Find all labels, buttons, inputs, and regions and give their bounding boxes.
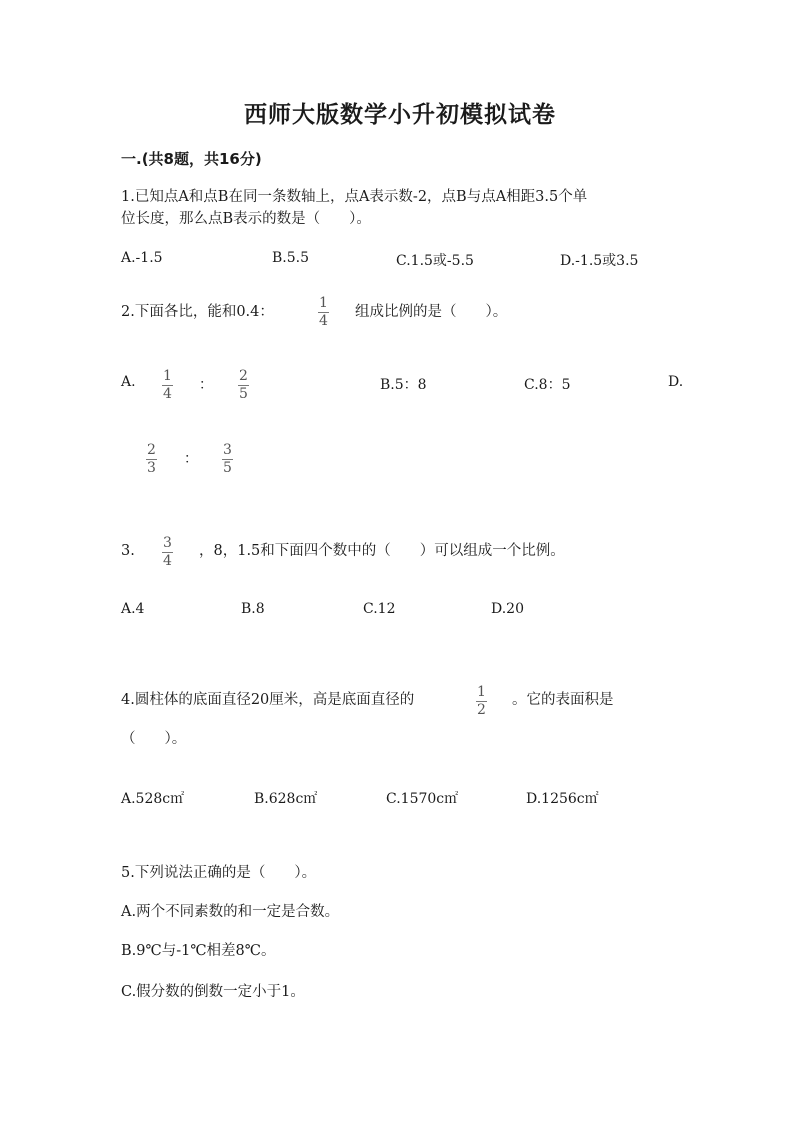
question-2-stem-suffix: 组成比例的是（ ）。 bbox=[355, 304, 508, 320]
fraction-numerator: 3 bbox=[223, 442, 232, 458]
question-2-stem-prefix: 2.下面各比，能和0.4： bbox=[121, 304, 274, 320]
fraction-numerator: 3 bbox=[163, 535, 172, 551]
question-1-option-d: D.-1.5或3.5 bbox=[560, 253, 639, 269]
fraction-numerator: 1 bbox=[163, 368, 172, 384]
question-2-option-d-fraction-1 bbox=[146, 443, 157, 476]
page-title: 西师大版数学小升初模拟试卷 bbox=[244, 101, 556, 128]
fraction-denominator: 5 bbox=[223, 460, 232, 476]
question-1-option-a: A.-1.5 bbox=[121, 250, 163, 266]
question-2-option-a-fraction-2 bbox=[238, 369, 249, 402]
question-4-option-d: D.1256c㎡ bbox=[526, 791, 599, 807]
question-3-option-b: B.8 bbox=[241, 601, 265, 617]
question-2-option-a-label: A. bbox=[121, 374, 136, 390]
question-2-fraction bbox=[318, 296, 329, 329]
question-4-stem-suffix: 。它的表面积是 bbox=[512, 692, 614, 708]
fraction-numerator: 1 bbox=[477, 684, 486, 700]
question-5-option-b: B.9℃与-1℃相差8℃。 bbox=[121, 943, 276, 959]
fraction-denominator: 4 bbox=[319, 313, 328, 329]
question-4-option-b: B.628c㎡ bbox=[254, 791, 318, 807]
question-1-stem-line2: 位长度，那么点B表示的数是（ ）。 bbox=[121, 211, 371, 227]
question-5-option-a: A.两个不同素数的和一定是合数。 bbox=[121, 904, 340, 920]
question-2-option-b: B.5：8 bbox=[380, 377, 427, 393]
question-2-option-c: C.8：5 bbox=[524, 377, 571, 393]
question-3-stem-suffix: ，8，1.5和下面四个数中的（ ）可以组成一个比例。 bbox=[199, 543, 565, 559]
question-5-option-c: C.假分数的倒数一定小于1。 bbox=[121, 984, 305, 1000]
question-1-option-c: C.1.5或-5.5 bbox=[396, 253, 474, 269]
question-3-stem-prefix: 3. bbox=[121, 543, 135, 559]
fraction-numerator: 1 bbox=[319, 295, 328, 311]
question-4-option-c: C.1570c㎡ bbox=[386, 791, 459, 807]
question-4-stem-line2: （ ）。 bbox=[121, 731, 187, 747]
fraction-denominator: 4 bbox=[163, 553, 172, 569]
question-1-stem-line1: 1.已知点A和点B在同一条数轴上，点A表示数-2，点B与点A相距3.5个单 bbox=[121, 189, 588, 205]
question-3-option-a: A.4 bbox=[121, 601, 145, 617]
section-heading: 一.(共8题，共16分) bbox=[121, 150, 262, 168]
fraction-denominator: 4 bbox=[163, 386, 172, 402]
fraction-denominator: 5 bbox=[239, 386, 248, 402]
fraction-numerator: 2 bbox=[147, 442, 156, 458]
fraction-denominator: 2 bbox=[477, 702, 486, 718]
question-3-option-c: C.12 bbox=[363, 601, 396, 617]
question-2-option-a-fraction-1 bbox=[162, 369, 173, 402]
fraction-denominator: 3 bbox=[147, 460, 156, 476]
question-4-stem-prefix: 4.圆柱体的底面直径20厘米，高是底面直径的 bbox=[121, 692, 415, 708]
question-2-option-d-fraction-2 bbox=[222, 443, 233, 476]
question-2-option-a-colon: ： bbox=[199, 377, 213, 393]
question-3-option-d: D.20 bbox=[491, 601, 524, 617]
question-4-option-a: A.528c㎡ bbox=[121, 791, 185, 807]
question-4-fraction bbox=[476, 685, 487, 718]
question-3-fraction bbox=[162, 536, 173, 569]
question-1-option-b: B.5.5 bbox=[272, 250, 310, 266]
fraction-numerator: 2 bbox=[239, 368, 248, 384]
question-2-option-d-label: D. bbox=[668, 374, 684, 390]
question-5-stem: 5.下列说法正确的是（ ）。 bbox=[121, 865, 317, 881]
question-2-option-d-colon: ： bbox=[184, 451, 198, 467]
